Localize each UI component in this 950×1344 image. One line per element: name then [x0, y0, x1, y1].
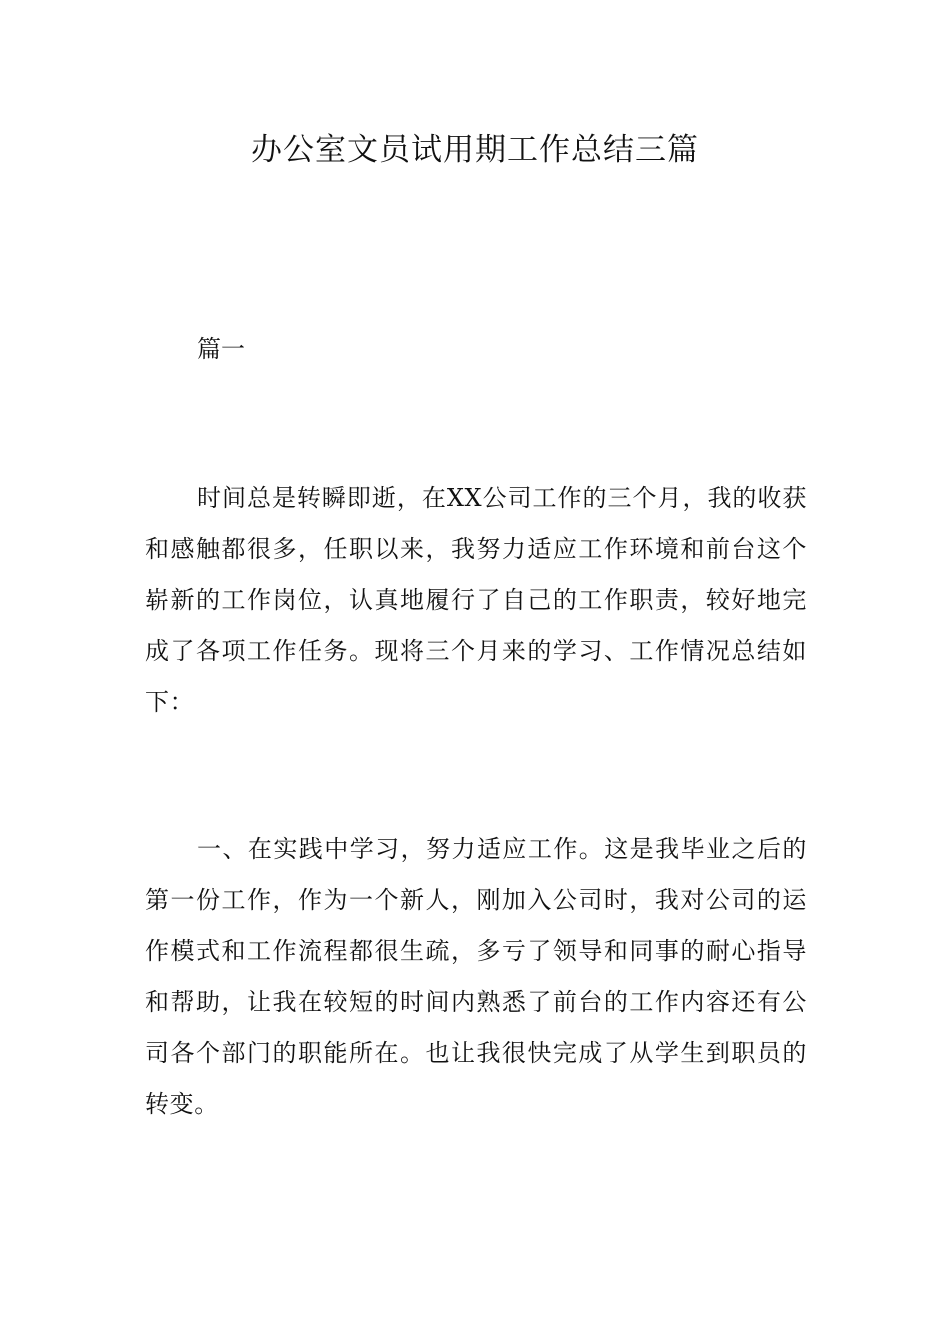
body-paragraph: 时间总是转瞬即逝，在XX公司工作的三个月，我的收获和感触都很多，任职以来，我努力适应工作环境和前台这个崭新的工作岗位，认真地履行了自己的工作职责，较好地完成了各项工作任务。现将三个月来的学习、工作情况总结如下： — [145, 484, 807, 716]
body-paragraph: 一、在实践中学习，努力适应工作。这是我毕业之后的第一份工作，作为一个新人，刚加入公司时，我对公司的运作模式和工作流程都很生疏，多亏了领导和同事的耐心指导和帮助，让我在较短的时间内熟悉了前台的工作内容还有公司各个部门的职能所在。也让我很快完成了从学生到职员的转变。 — [145, 835, 807, 1118]
section-label: 篇一 — [197, 335, 245, 363]
document-title: 办公室文员试用期工作总结三篇 — [251, 132, 699, 168]
